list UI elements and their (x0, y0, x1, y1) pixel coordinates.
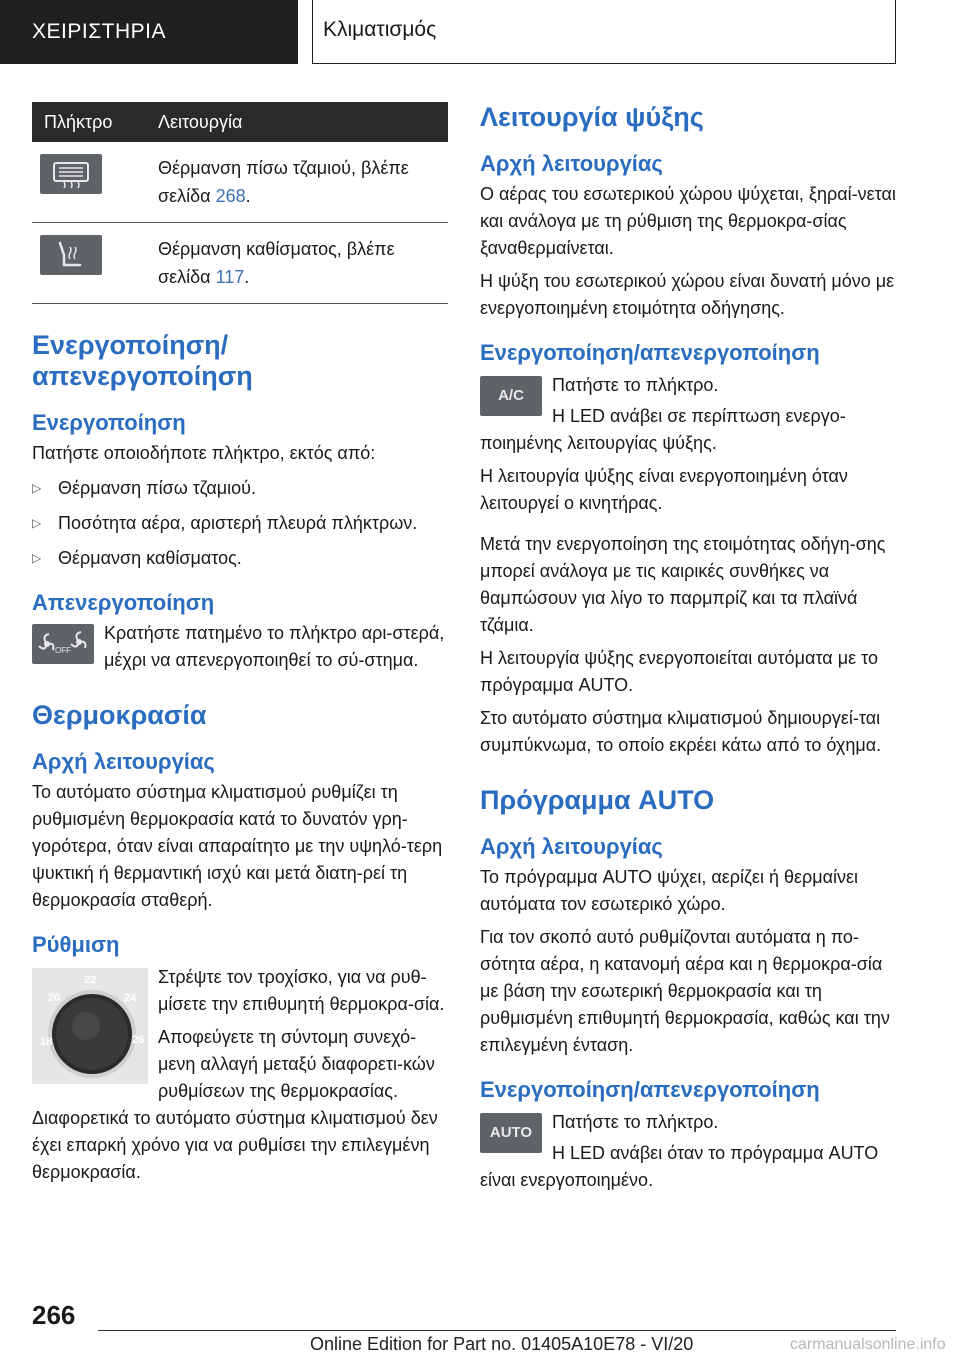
dial-label: 22 (84, 974, 97, 986)
cool-text-6: Στο αυτόματο σύστημα κλιματισμού δημιουργεί-ται συμπύκνωμα, το οποίο εκρέει κάτω από το όχημα. (480, 708, 882, 755)
temp-principle-text: Το αυτόματο σύστημα κλιματισμού ρυθμίζει τη ρυθμισμένη θερμοκρασία κατά το δυνατόν γρη-γορότερα, όταν είναι απαραίτητο με την υψηλό-τερη ψυκτική ή θερμαντική ισχύ και μετά διατη-ρεί τη θερμοκρασία σταθερή. (32, 782, 443, 910)
page-reference-link[interactable]: 268 (215, 186, 246, 206)
watermark: carmanualsonline.info (790, 1336, 946, 1353)
list-item: ▷ Ποσότητα αέρα, αριστερή πλευρά πλήκτρων. (32, 510, 448, 537)
heading-auto-program: Πρόγραμμα AUTO (480, 785, 715, 815)
setting-text-1: Στρέψτε τον τροχίσκο, για να ρυθ-μίσετε την επιθυμητή θερμοκρα-σία. (158, 967, 445, 1014)
triangle-bullet-icon: ▷ (32, 481, 42, 495)
auto-button-icon: AUTO (480, 1113, 542, 1153)
activation-intro: Πατήστε οποιοδήποτε πλήκτρο, εκτός από: (32, 443, 376, 463)
cool-text-4: Μετά την ενεργοποίηση της ετοιμότητας οδήγη-σης μπορεί ανάλογα με τις καιρικές συνθήκες να θαμπώσουν για λίγο το παρμπρίζ και τα πλαϊνά τζάμια. (480, 534, 886, 635)
ac-button-icon: A/C (480, 376, 542, 416)
key-table-head-key: Πλήκτρο (32, 102, 158, 142)
triangle-bullet-icon: ▷ (32, 551, 42, 565)
svg-text:OFF: OFF (55, 646, 71, 655)
cool-led-text: Η LED ανάβει σε περίπτωση ενεργο-ποιημένης λειτουργίας ψύξης. (480, 406, 846, 453)
key-table-head-function: Λειτουργία (158, 102, 448, 142)
key-row-text: Θέρμανση καθίσματος, βλέπε σελίδα (158, 239, 395, 287)
heading-deactivation: Απενεργοποίηση (32, 590, 215, 615)
cool-text-1: Ο αέρας του εσωτερικού χώρου ψύχεται, ξηραί-νεται και ανάλογα με τη ρύθμιση της θερμοκρα-σίας ξαναθερμαίνεται. (480, 184, 896, 258)
heading-setting: Ρύθμιση (32, 932, 120, 957)
auto-press-text: Πατήστε το πλήκτρο. (552, 1112, 719, 1132)
dial-label: 24 (124, 992, 137, 1004)
rear-window-heating-icon (40, 154, 102, 194)
table-row: Θέρμανση πίσω τζαμιού, βλέπε σελίδα 268. (32, 142, 448, 223)
page-number: 266 (32, 1300, 76, 1330)
heading-auto-principle: Αρχή λειτουργίας (480, 834, 663, 859)
seat-heating-icon (40, 235, 102, 275)
cool-text-2: Η ψύξη του εσωτερικού χώρου είναι δυνατή μόνο με ενεργοποιημένη ετοιμότητα οδήγησης. (480, 271, 895, 318)
page-reference-link[interactable]: 117 (215, 267, 245, 287)
fan-off-icon (32, 624, 94, 664)
activation-list (32, 475, 448, 572)
list-item: ▷ Θέρμανση καθίσματος. (32, 545, 448, 572)
deactivation-text: Κρατήστε πατημένο το πλήκτρο αρι-στερά, μέχρι να απενεργοποιηθεί το σύ-στημα. (104, 623, 445, 670)
edition-text: Online Edition for Part no. 01405A10E78 - VI/20 (310, 1334, 694, 1354)
heading-cool-principle: Αρχή λειτουργίας (480, 151, 663, 176)
cool-text-5: Η λειτουργία ψύξης ενεργοποιείται αυτόματα με το πρόγραμμα AUTO. (480, 648, 878, 695)
triangle-bullet-icon: ▷ (32, 516, 42, 530)
key-table (32, 102, 448, 304)
dial-label: 18 (40, 1036, 53, 1048)
heading-temp-principle: Αρχή λειτουργίας (32, 749, 215, 774)
chapter-tab: Κλιματισμός (312, 0, 896, 64)
heading-on-off: Ενεργοποίηση/απενεργοποίηση (32, 330, 253, 391)
heading-activation: Ενεργοποίηση (32, 410, 186, 435)
auto-led-text: Η LED ανάβει όταν το πρόγραμμα AUTO είναι ενεργοποιημένο. (480, 1143, 879, 1190)
cool-press-text: Πατήστε το πλήκτρο. (552, 375, 719, 395)
temperature-dial-image (32, 968, 148, 1084)
auto-text-1: Το πρόγραμμα AUTO ψύχει, αερίζει ή θερμαίνει αυτόματα τον εσωτερικό χώρο. (480, 867, 859, 914)
heading-temperature: Θερμοκρασία (32, 700, 207, 730)
dial-label: 20 (48, 992, 61, 1004)
cool-text-3: Η λειτουργία ψύξης είναι ενεργοποιημένη όταν λειτουργεί ο κινητήρας. (480, 466, 848, 513)
dial-label: 26 (132, 1034, 145, 1046)
section-tab: ΧΕΙΡΙΣΤΗΡΙΑ (0, 0, 298, 64)
auto-text-2: Για τον σκοπό αυτό ρυθμίζονται αυτόματα η πο-σότητα αέρα, η κατανομή αέρα και η θερμοκρα-σία με βάση την εσωτερική θερμοκρασία και τη ρυθμισμένη επιθυμητή θερμοκρασία, καθώς και την επιλεγμένη ένταση. (480, 927, 890, 1055)
heading-auto-on-off: Ενεργοποίηση/απενεργοποίηση (480, 1077, 820, 1102)
heading-cool-on-off: Ενεργοποίηση/απενεργοποίηση (480, 340, 820, 365)
list-item: ▷ Θέρμανση πίσω τζαμιού. (32, 475, 448, 502)
footer-divider (98, 1330, 896, 1331)
table-row: Θέρμανση καθίσματος, βλέπε σελίδα 117. (32, 223, 448, 304)
key-row-text: Θέρμανση πίσω τζαμιού, βλέπε σελίδα (158, 158, 409, 206)
left-column (32, 102, 448, 1186)
heading-cooling: Λειτουργία ψύξης (480, 102, 704, 132)
right-column (480, 102, 898, 1194)
setting-text-2: Αποφεύγετε τη σύντομη συνεχό-μενη αλλαγή μεταξύ διαφορετι-κών ρυθμίσεων της θερμοκρασίας. Διαφορετικά το αυτόματο σύστημα κλιματισμού δεν έχει επαρκή χρόνο για να ρυθμίσει την επιλεγμένη θερμοκρασία. (32, 1027, 438, 1182)
